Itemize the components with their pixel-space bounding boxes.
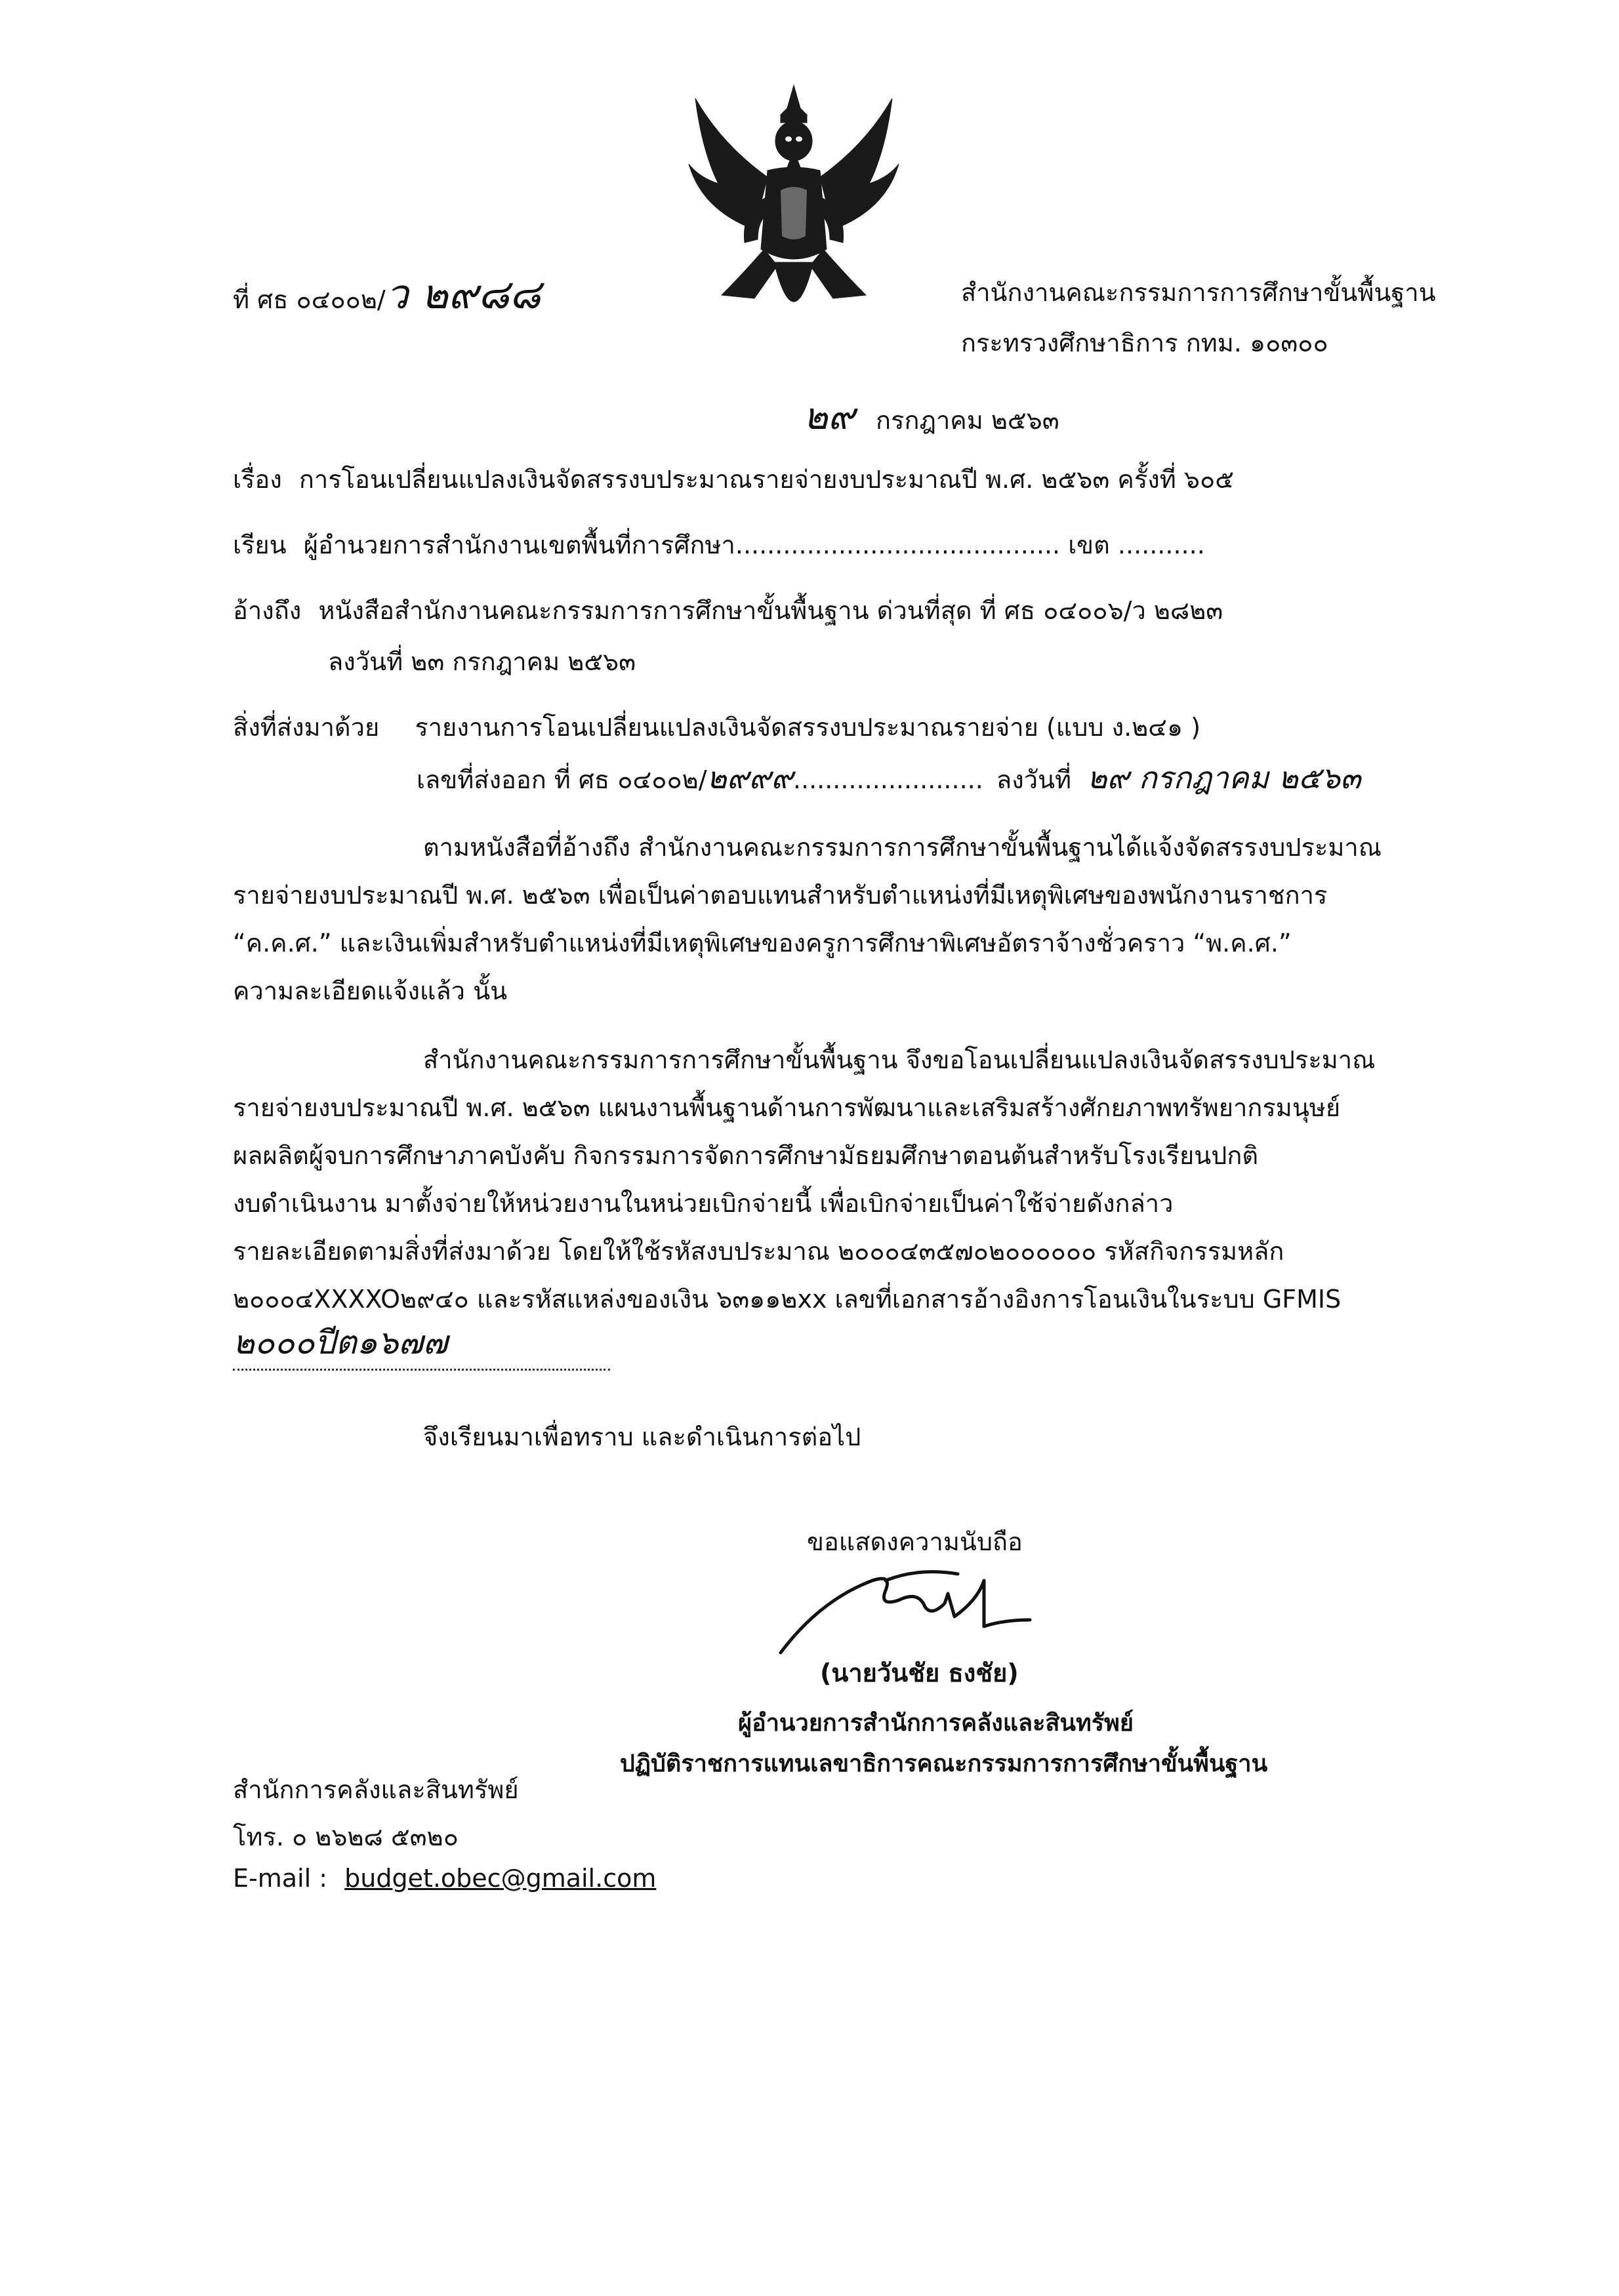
office-address: กระทรวงศึกษาธิการ กทม. ๑๐๓๐๐: [961, 329, 1328, 357]
footer-email-line: [233, 1864, 656, 1893]
paragraph-2-line: ๒๐๐๐๔XXXXO๒๙๔๐ และรหัสแหล่งของเงิน ๖๓๑๑๒xx เลขที่เอกสารอ้างอิงการโอนเงินในระบบ GFMIS: [233, 1285, 1342, 1314]
enclosure-line-1: [233, 707, 1200, 747]
garuda-emblem: [682, 79, 905, 341]
enclosure-dots: ........................: [792, 765, 983, 794]
office-name: สำนักงานคณะกรรมการการศึกษาขั้นพื้นฐาน: [961, 278, 1436, 307]
date-day-handwritten: ๒๙: [804, 395, 855, 438]
gfmis-document-number: [233, 1317, 610, 1371]
footer-phone: โทร. ๐ ๒๖๒๘ ๕๓๒๐: [233, 1823, 459, 1851]
signatory-position: ผู้อำนวยการสำนักการคลังและสินทรัพย์: [738, 1710, 1134, 1737]
enclosure-handwritten-number: ๒๙๙๙: [707, 760, 793, 796]
paragraph-1-line: “ค.ค.ศ.” และเงินเพิ่มสำหรับตำแหน่งที่มีเหตุพิเศษของครูการศึกษาพิเศษอัตราจ้างชั่วคราว “พ.ค.ศ.”: [233, 929, 1292, 957]
enclosure-handwritten-date: ๒๙ กรกฎาคม ๒๕๖๓: [1087, 760, 1361, 796]
subject-label: เรื่อง: [233, 465, 282, 494]
reference-text-2: ลงวันที่ ๒๓ กรกฎาคม ๒๕๖๓: [328, 647, 636, 676]
footer-department: สำนักการคลังและสินทรัพย์: [233, 1775, 519, 1804]
footer-email-link[interactable]: budget.obec@gmail.com: [344, 1864, 657, 1893]
handwritten-signature: [768, 1554, 1043, 1666]
paragraph-2-line: ผลผลิตผู้จบการศึกษาภาคบังคับ กิจกรรมการจัดการศึกษามัธยมศึกษาตอนต้นสำหรับโรงเรียนปกติ: [233, 1141, 1259, 1170]
subject-text: การโอนเปลี่ยนแปลงเงินจัดสรรงบประมาณรายจ่ายงบประมาณปี พ.ศ. ๒๕๖๓ ครั้งที่ ๖๐๕: [298, 465, 1234, 494]
recipient-text: ผู้อำนวยการสำนักงานเขตพื้นที่การศึกษา......................................... เขต ...........: [303, 531, 1205, 559]
paragraph-2-line: งบดำเนินงาน มาตั้งจ่ายให้หน่วยงานในหน่วยเบิกจ่ายนี้ เพื่อเบิกจ่ายเป็นค่าใช้จ่ายดังกล่าว: [233, 1189, 1174, 1218]
paragraph-2-line: รายจ่ายงบประมาณปี พ.ศ. ๒๕๖๓ แผนงานพื้นฐานด้านการพัฒนาและเสริมสร้างศักยภาพทรัพยากรมนุษย์: [233, 1093, 1341, 1122]
signatory-acting-for: ปฏิบัติราชการแทนเลขาธิการคณะกรรมการการศึกษาขั้นพื้นฐาน: [620, 1750, 1268, 1777]
paragraph-2-line: รายละเอียดตามสิ่งที่ส่งมาด้วย โดยให้ใช้รหัสงบประมาณ ๒๐๐๐๔๓๕๗๐๒๐๐๐๐๐๐ รหัสกิจกรรมหลัก: [233, 1237, 1284, 1266]
enclosure-line-2: [417, 754, 1361, 802]
enclosure-prefix: เลขที่ส่งออก ที่ ศธ ๐๔๐๐๒/: [417, 765, 707, 794]
reference-text-1: หนังสือสำนักงานคณะกรรมการการศึกษาขั้นพื้นฐาน ด่วนที่สุด ที่ ศธ ๐๔๐๐๖/ว ๒๘๒๓: [318, 596, 1223, 625]
enclosure-label: สิ่งที่ส่งมาด้วย: [233, 713, 380, 742]
enclosure-date-label: ลงวันที่: [996, 765, 1072, 794]
reference-number: [233, 262, 541, 327]
gfmis-handwritten: ๒๐๐๐ปีต๑๖๗๗: [233, 1317, 610, 1371]
paragraph-1-line: รายจ่ายงบประมาณปี พ.ศ. ๒๕๖๓ เพื่อเป็นค่าตอบแทนสำหรับตำแหน่งที่มีเหตุพิเศษของพนักงานราชการ: [233, 881, 1328, 910]
recipient-line: [233, 525, 1205, 565]
salutation: ขอแสดงความนับถือ: [807, 1527, 1023, 1556]
paragraph-1-line: ตามหนังสือที่อ้างถึง สำนักงานคณะกรรมการการศึกษาขั้นพื้นฐานได้แจ้งจัดสรรงบประมาณ: [423, 833, 1382, 862]
paragraph-1-line: ความละเอียดแจ้งแล้ว นั้น: [233, 977, 508, 1005]
signatory-name: (นายวันชัย ธงชัย): [820, 1659, 1019, 1687]
subject-line: [233, 459, 1234, 499]
reference-line-1: [233, 590, 1223, 630]
enclosure-text-1: รายงานการโอนเปลี่ยนแปลงเงินจัดสรรงบประมาณรายจ่าย (แบบ ง.๒๔๑ ): [415, 713, 1201, 742]
reference-label: อ้างถึง: [233, 596, 302, 625]
closing-line: จึงเรียนมาเพื่อทราบ และดำเนินการต่อไป: [423, 1422, 861, 1451]
recipient-label: เรียน: [233, 531, 287, 559]
body-paragraph-2: [233, 1036, 1476, 1323]
body-paragraph-1: [233, 824, 1476, 1015]
date-month-year: กรกฎาคม ๒๕๖๓: [876, 406, 1059, 435]
document-date: [804, 387, 1059, 445]
reference-prefix: ที่ ศธ ๐๔๐๐๒/: [233, 285, 386, 314]
reference-handwritten: ว ๒๙๘๘: [385, 270, 541, 318]
footer-email-label: E-mail :: [233, 1864, 328, 1893]
paragraph-2-line: สำนักงานคณะกรรมการการศึกษาขั้นพื้นฐาน จึงขอโอนเปลี่ยนแปลงเงินจัดสรรงบประมาณ: [423, 1045, 1376, 1074]
